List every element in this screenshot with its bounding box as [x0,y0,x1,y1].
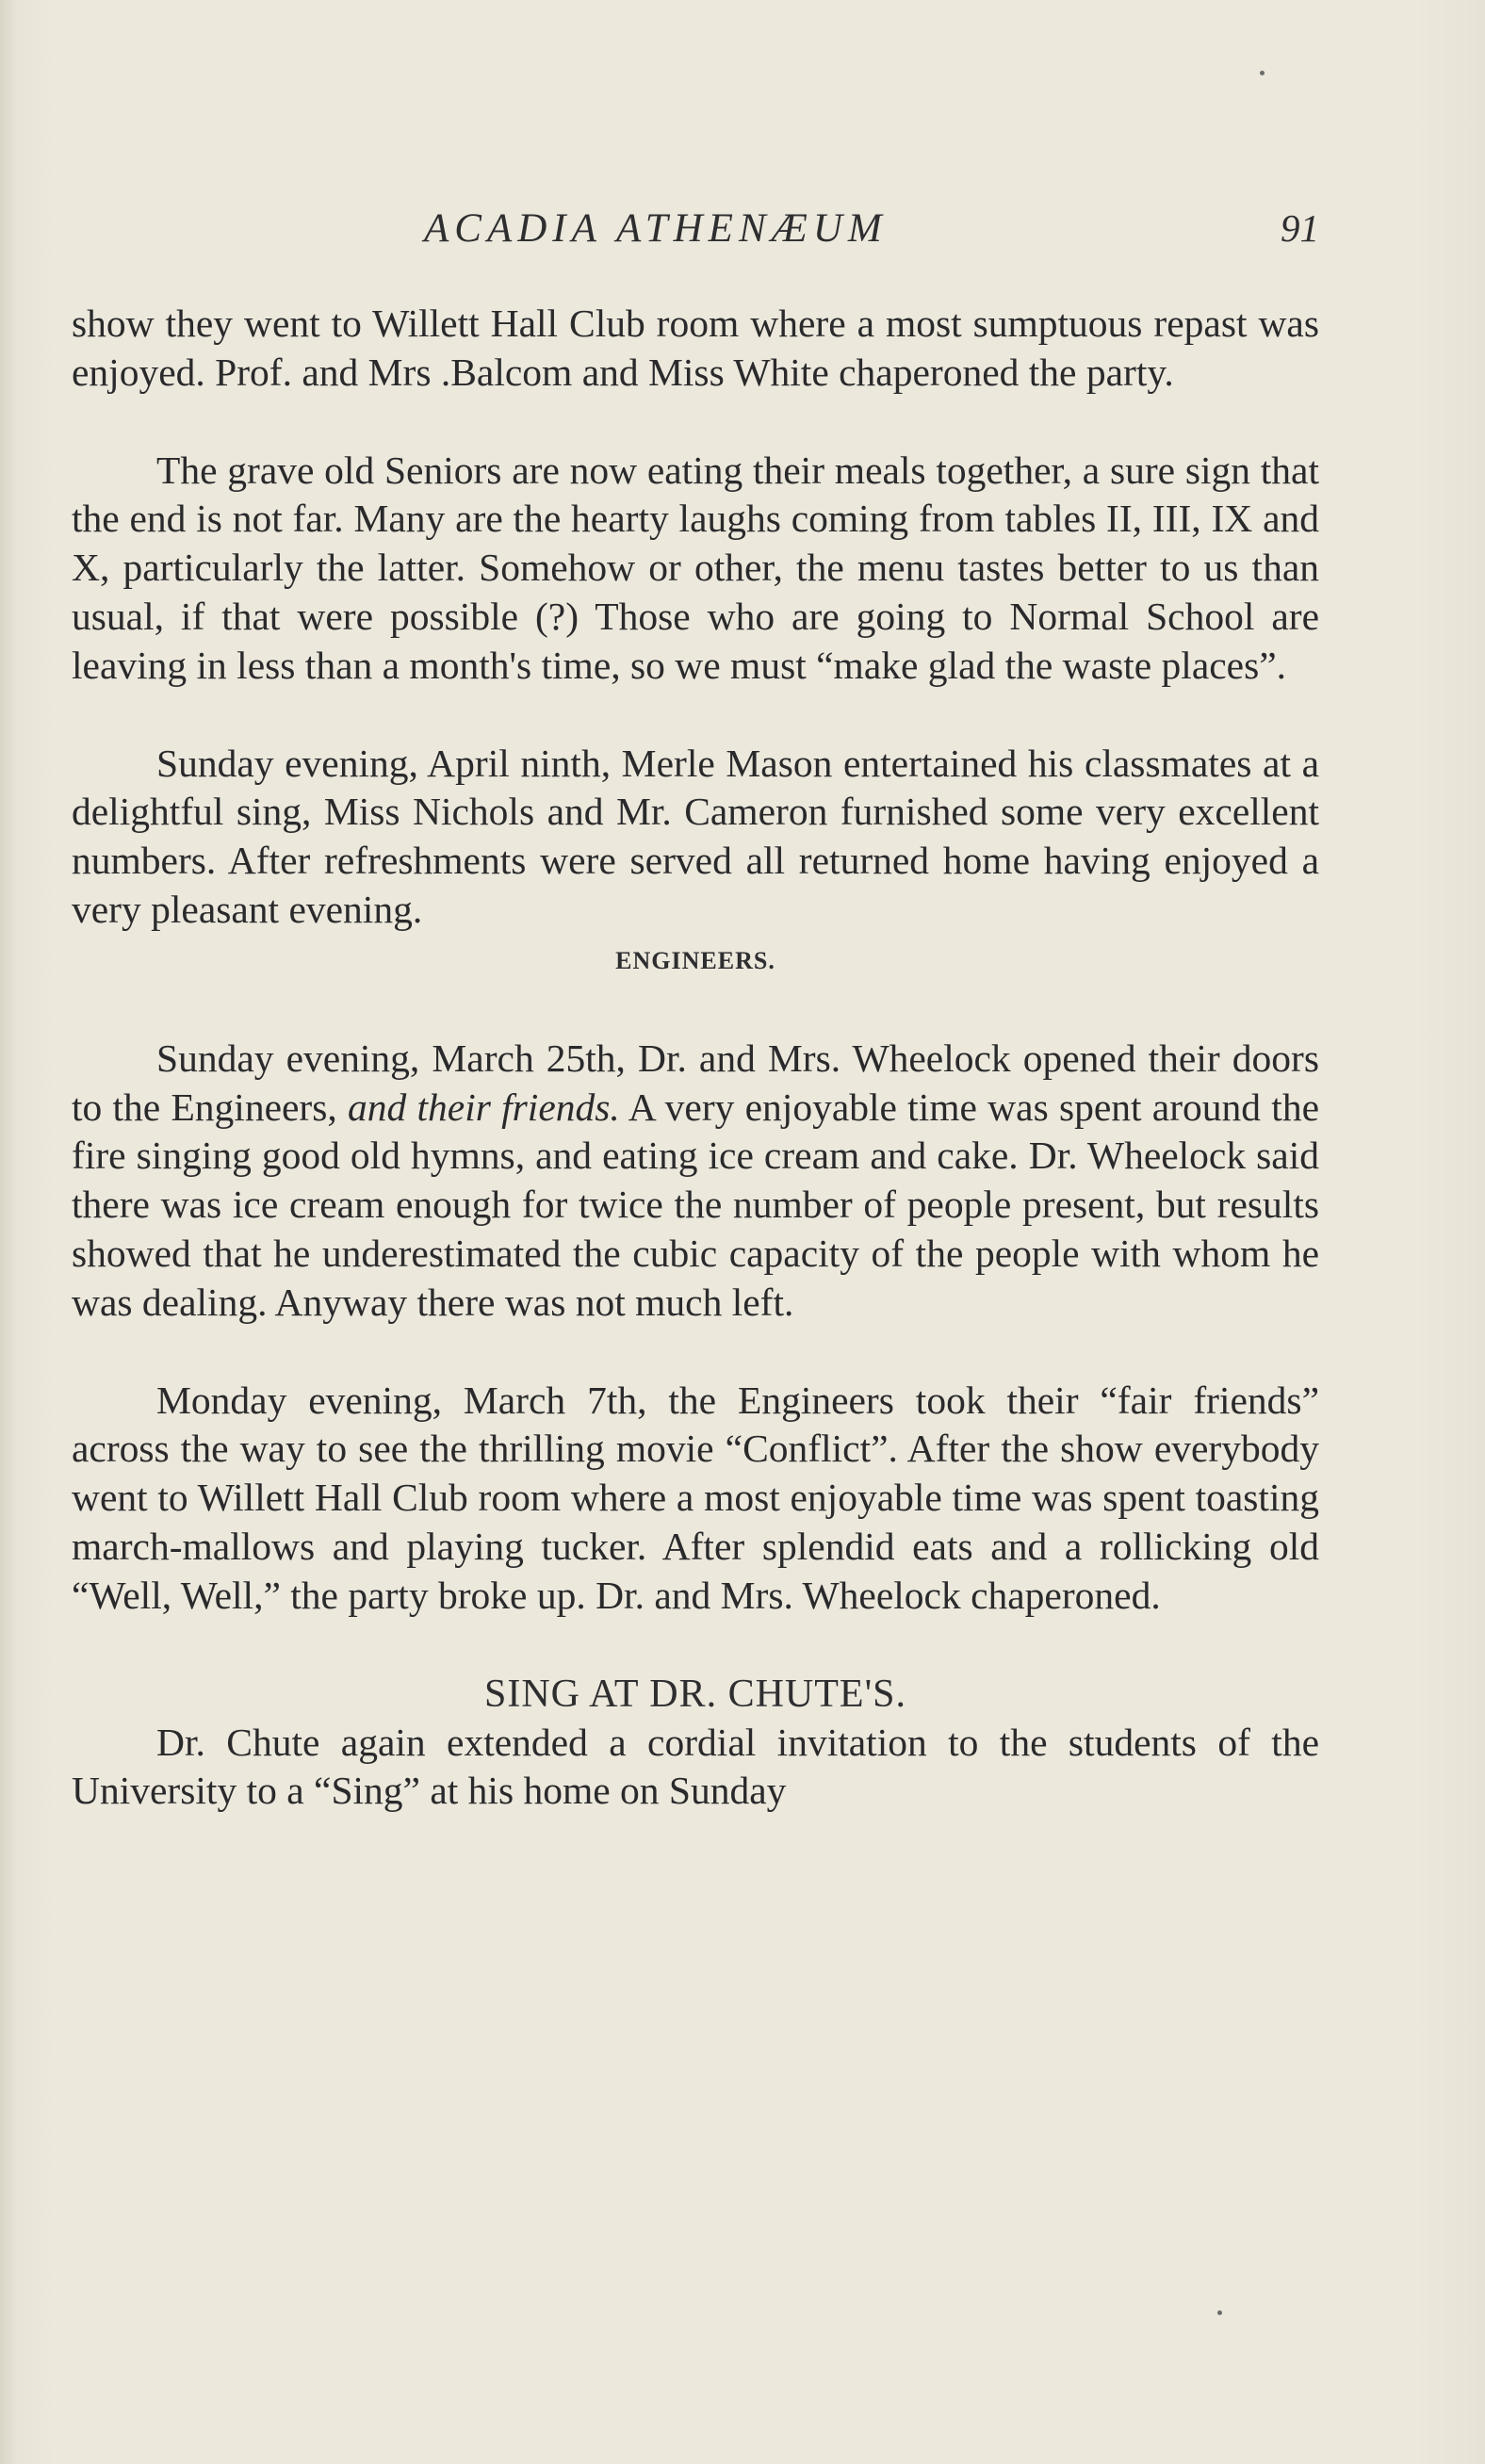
page-number: 91 [1281,206,1319,250]
wheelock-text-start: Sunday evening, March 25th, Dr. and Mrs. Wheelock opened their doors to the Engineers, [72,1036,1319,1129]
paragraph-wheelock [72,1035,1319,1328]
paragraph-seniors: The grave old Seniors are now eating their meals together, a sure sign that the end is not far. Many are the hearty laughs coming from tables II, III, IX and X, particularly the latter. Somehow or other, the menu tastes better to us than usual, if that were possible (?) Those who are going to Normal School are leaving in less than a month's time, so we must “make glad the waste places”. [72,448,1319,687]
sing-heading: SING AT DR. CHUTE'S. [483,1672,907,1716]
paper-speck [1217,2310,1222,2315]
engineers-subheading: ENGINEERS. [615,946,775,974]
paper-speck [1260,71,1265,75]
page-body [72,300,1319,1816]
page-header [0,198,1485,264]
paragraph-party-continued: show they went to Willett Hall Club room where a most sumptuous repast was enjoyed. Prof. and Mrs .Balcom and Miss White chaperoned the party. [72,302,1319,394]
wheelock-text-italic: and their friends. [348,1085,620,1129]
wheelock-text-end: A very enjoyable time was spent around the fire singing good old hymns, and eating ice cream and cake. Dr. Wheelock said there was ice cream enough for twice the number of people present, but results showed that he underestimated the cubic capacity of the people with whom he was dealing. Anyway there was not much left. [72,1085,1319,1324]
paragraph-mason-sing: Sunday evening, April ninth, Merle Mason entertained his classmates at a delightful sing, Miss Nichols and Mr. Cameron furnished some very excellent numbers. After refreshments were served all returned home having enjoyed a very pleasant evening. [72,741,1319,931]
paragraph-chute-sing: Dr. Chute again extended a cordial invitation to the students of the University to a “Sing” at his home on Sunday [72,1720,1319,1813]
paragraph-engineers-movie: Monday evening, March 7th, the Engineers took their “fair friends” across the way to see the thrilling movie “Conflict”. After the show everybody went to Willett Hall Club room where a most enjoyable time was spent toasting march-mallows and playing tucker. After splendid eats and a rollicking old “Well, Well,” the party broke up. Dr. and Mrs. Wheelock chaperoned. [72,1378,1319,1617]
running-title: ACADIA ATHENÆUM [424,206,888,251]
